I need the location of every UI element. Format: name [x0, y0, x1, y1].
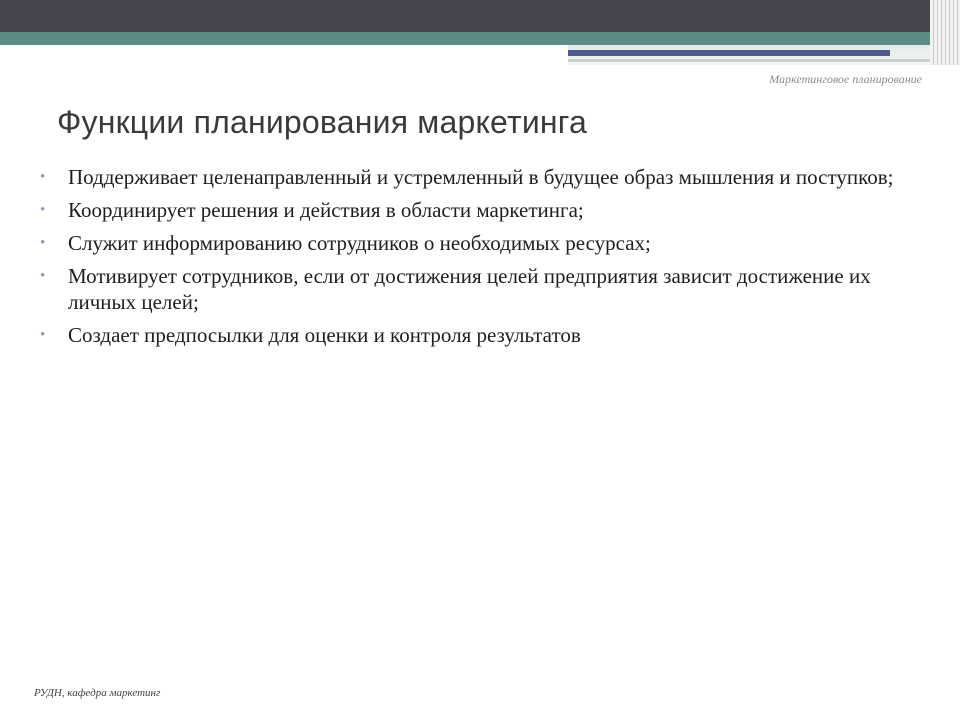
- section-header: Маркетинговое планирование: [769, 72, 922, 86]
- slide-title: Функции планирования маркетинга: [57, 104, 587, 140]
- bullet-text: Создает предпосылки для оценки и контроля результатов: [68, 323, 581, 347]
- top-teal-band: [0, 32, 930, 45]
- bullet-list: [40, 164, 920, 355]
- top-dark-band: [0, 0, 960, 32]
- bullet-icon: •: [40, 327, 46, 343]
- bullet-text: Координирует решения и действия в области маркетинга;: [68, 198, 584, 222]
- bullet-text: Поддерживает целенаправленный и устремленный в будущее образ мышления и поступков;: [68, 165, 894, 189]
- bullet-text: Служит информированию сотрудников о необходимых ресурсах;: [68, 231, 651, 255]
- footer-organization: РУДН, кафедра маркетинг: [34, 687, 161, 699]
- bullet-icon: •: [40, 169, 46, 185]
- corner-stripes: [930, 0, 960, 65]
- top-accent-line: [568, 59, 930, 62]
- bullet-item: [40, 263, 920, 315]
- top-accent-bar: [568, 50, 890, 56]
- bullet-text: Мотивирует сотрудников, если от достижения целей предприятия зависит достижение их личных целей;: [68, 264, 871, 314]
- bullet-item: [40, 230, 920, 256]
- bullet-item: [40, 197, 920, 223]
- bullet-item: [40, 164, 920, 190]
- bullet-icon: •: [40, 235, 46, 251]
- bullet-icon: •: [40, 202, 46, 218]
- bullet-item: [40, 322, 920, 348]
- bullet-icon: •: [40, 268, 46, 284]
